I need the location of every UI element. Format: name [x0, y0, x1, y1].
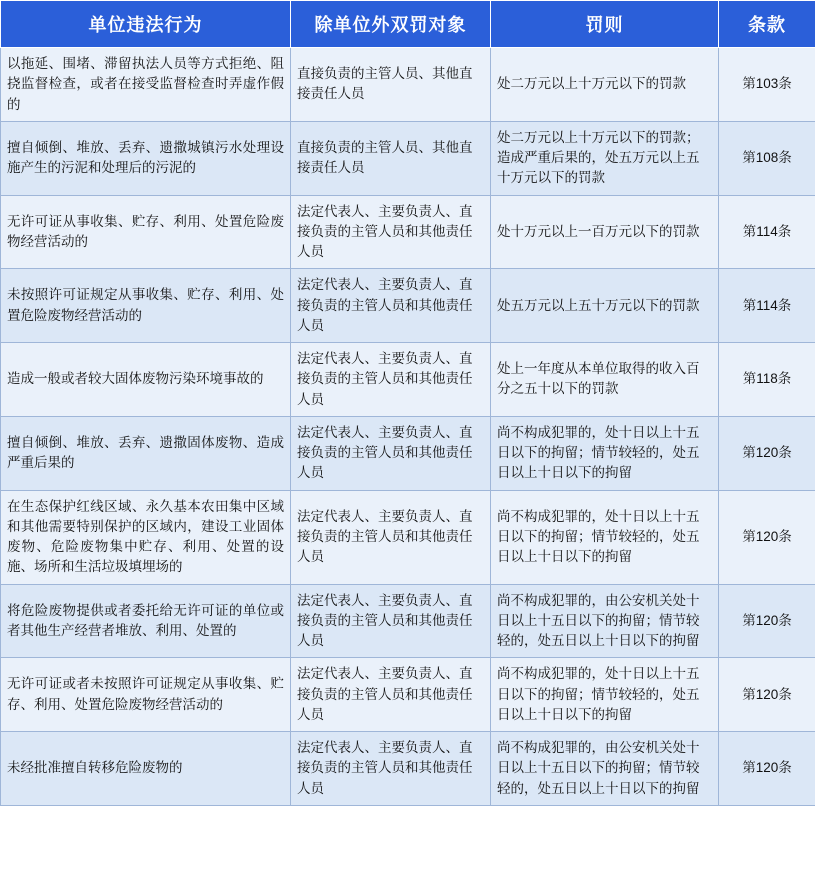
cell-target: 直接负责的主管人员、其他直接责任人员: [291, 48, 491, 122]
cell-target: 法定代表人、主要负责人、直接负责的主管人员和其他责任人员: [291, 658, 491, 732]
cell-penalty: 处十万元以上一百万元以下的罚款: [491, 195, 719, 269]
cell-article: 第103条: [719, 48, 815, 122]
cell-article: 第118条: [719, 343, 815, 417]
table-header: [1, 1, 815, 48]
table-row: [1, 48, 815, 122]
cell-behavior: 未经批准擅自转移危险废物的: [1, 732, 291, 806]
cell-behavior: 未按照许可证规定从事收集、贮存、利用、处置危险废物经营活动的: [1, 269, 291, 343]
column-header-target: 除单位外双罚对象: [291, 1, 491, 48]
cell-behavior: 无许可证从事收集、贮存、利用、处置危险废物经营活动的: [1, 195, 291, 269]
table-row: [1, 658, 815, 732]
table-row: [1, 584, 815, 658]
column-header-penalty: 罚则: [491, 1, 719, 48]
cell-article: 第120条: [719, 416, 815, 490]
cell-behavior: 将危险废物提供或者委托给无许可证的单位或者其他生产经营者堆放、利用、处置的: [1, 584, 291, 658]
cell-target: 法定代表人、主要负责人、直接负责的主管人员和其他责任人员: [291, 195, 491, 269]
table-row: [1, 195, 815, 269]
column-header-article: 条款: [719, 1, 815, 48]
cell-article: 第108条: [719, 121, 815, 195]
cell-target: 法定代表人、主要负责人、直接负责的主管人员和其他责任人员: [291, 269, 491, 343]
cell-article: 第114条: [719, 269, 815, 343]
cell-penalty: 尚不构成犯罪的，处十日以上十五日以下的拘留；情节较轻的，处五日以上十日以下的拘留: [491, 416, 719, 490]
cell-penalty: 处上一年度从本单位取得的收入百分之五十以下的罚款: [491, 343, 719, 417]
cell-penalty: 尚不构成犯罪的，由公安机关处十日以上十五日以下的拘留；情节较轻的，处五日以上十日以下的拘留: [491, 584, 719, 658]
table-row: [1, 416, 815, 490]
cell-behavior: 在生态保护红线区域、永久基本农田集中区域和其他需要特别保护的区域内，建设工业固体废物、危险废物集中贮存、利用、处置的设施、场所和生活垃圾填埋场的: [1, 490, 291, 584]
cell-article: 第120条: [719, 584, 815, 658]
cell-penalty: 处五万元以上五十万元以下的罚款: [491, 269, 719, 343]
cell-target: 直接负责的主管人员、其他直接责任人员: [291, 121, 491, 195]
cell-behavior: 无许可证或者未按照许可证规定从事收集、贮存、利用、处置危险废物经营活动的: [1, 658, 291, 732]
cell-target: 法定代表人、主要负责人、直接负责的主管人员和其他责任人员: [291, 490, 491, 584]
cell-article: 第120条: [719, 658, 815, 732]
cell-penalty: 处二万元以上十万元以下的罚款: [491, 48, 719, 122]
table-row: [1, 490, 815, 584]
table-row: [1, 269, 815, 343]
cell-target: 法定代表人、主要负责人、直接负责的主管人员和其他责任人员: [291, 416, 491, 490]
table-header-row: [1, 1, 815, 48]
cell-article: 第120条: [719, 490, 815, 584]
table-row: [1, 732, 815, 806]
cell-behavior: 以拖延、围堵、滞留执法人员等方式拒绝、阻挠监督检查，或者在接受监督检查时弄虚作假的: [1, 48, 291, 122]
cell-penalty: 处二万元以上十万元以下的罚款；造成严重后果的，处五万元以上五十万元以下的罚款: [491, 121, 719, 195]
cell-behavior: 擅自倾倒、堆放、丢弃、遗撒城镇污水处理设施产生的污泥和处理后的污泥的: [1, 121, 291, 195]
table-row: [1, 121, 815, 195]
cell-target: 法定代表人、主要负责人、直接负责的主管人员和其他责任人员: [291, 732, 491, 806]
cell-behavior: 造成一般或者较大固体废物污染环境事故的: [1, 343, 291, 417]
table-body: [1, 48, 815, 806]
cell-target: 法定代表人、主要负责人、直接负责的主管人员和其他责任人员: [291, 584, 491, 658]
cell-article: 第120条: [719, 732, 815, 806]
cell-behavior: 擅自倾倒、堆放、丢弃、遗撒固体废物、造成严重后果的: [1, 416, 291, 490]
cell-article: 第114条: [719, 195, 815, 269]
table-row: [1, 343, 815, 417]
cell-penalty: 尚不构成犯罪的，处十日以上十五日以下的拘留；情节较轻的，处五日以上十日以下的拘留: [491, 490, 719, 584]
cell-penalty: 尚不构成犯罪的，由公安机关处十日以上十五日以下的拘留；情节较轻的，处五日以上十日以下的拘留: [491, 732, 719, 806]
cell-penalty: 尚不构成犯罪的，处十日以上十五日以下的拘留；情节较轻的，处五日以上十日以下的拘留: [491, 658, 719, 732]
cell-target: 法定代表人、主要负责人、直接负责的主管人员和其他责任人员: [291, 343, 491, 417]
column-header-behavior: 单位违法行为: [1, 1, 291, 48]
